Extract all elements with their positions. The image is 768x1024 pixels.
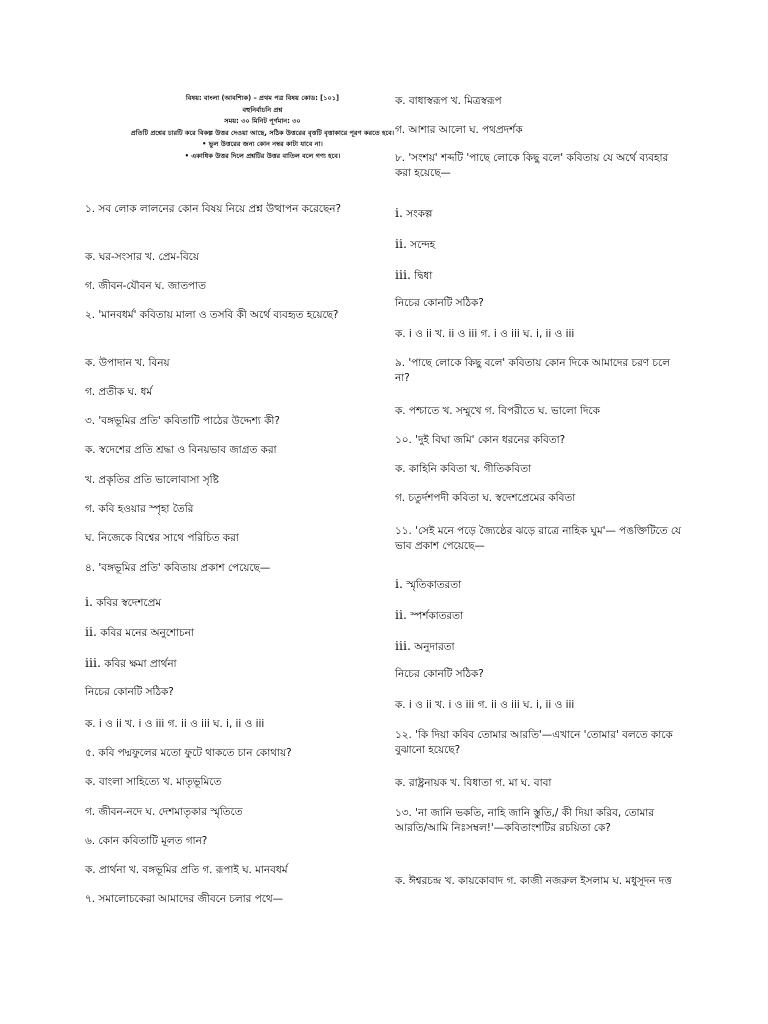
- question-line: ৮. 'সংশয়' শব্দটি 'পাছে লোকে কিছু বলে' কবিতায় যে অর্থে ব্যবহার করা হয়েছে—: [395, 152, 669, 179]
- question-line: iii. কবির ক্ষমা প্রার্থনা: [85, 655, 177, 670]
- question-line: iii. দ্বিধা: [395, 267, 433, 282]
- question-line: গ. চতুর্দশপদী কবিতা ঘ. স্বদেশপ্রেমের কবিতা: [395, 492, 576, 504]
- question-line: ১. সব লোক লালনের কোন বিষয় নিয়ে প্রশ্ন উত্থাপন করেছেন?: [85, 203, 341, 215]
- question-line: ii. সন্দেহ: [395, 236, 436, 251]
- question-line: নিচের কোনটি সঠিক?: [85, 686, 174, 698]
- question-line: ক. বাংলা সাহিত্যে খ. মাতৃভূমিতে: [85, 776, 222, 788]
- question-line: খ. প্রকৃতির প্রতি ভালোবাসা সৃষ্টি: [85, 474, 219, 486]
- question-line: ক. রাষ্ট্রনায়ক খ. বিধাতা গ. মা ঘ. বাবা: [395, 777, 552, 789]
- question-line: ৯. 'পাছে লোকে কিছু বলে' কবিতায় কোন দিকে আমাদের চরণ চলে না?: [395, 357, 670, 384]
- question-line: ক. ঘর-সংসার খ. প্রেম-বিয়ে: [85, 251, 199, 263]
- question-line: ১২. 'কি দিয়া কবিব তোমার আরতি'—এখানে 'তোমার' বলতে কাকে বুঝানো হয়েছে?: [395, 729, 673, 756]
- question-line: ক. কাহিনি কবিতা খ. গীতিকবিতা: [395, 463, 532, 475]
- question-line: গ. আশার আলো ঘ. পথপ্রদর্শক: [395, 124, 523, 136]
- time-marks: সময়: ৩০ মিনিট পূর্ণমান: ৩০: [224, 117, 301, 125]
- question-line: i. সংকল্প: [395, 205, 433, 220]
- question-line: ৪. 'বঙ্গভূমির প্রতি' কবিতায় প্রকাশ পেয়েছে—: [85, 562, 271, 574]
- question-line: ঘ. নিজেকে বিশ্বের সাথে পরিচিত করা: [85, 532, 239, 544]
- question-line: ii. স্পর্শকাতরতা: [395, 607, 463, 622]
- question-line: ক. পশ্চাতে খ. সম্মুখে গ. বিপরীতে ঘ. ভালো দিকে: [395, 405, 600, 417]
- question-line: ii. কবির মনের অনুশোচনা: [85, 624, 194, 639]
- question-line: ক. বাধাস্বরূপ খ. মিত্রস্বরূপ: [395, 95, 502, 107]
- question-line: গ. প্রতীক ঘ. ধর্ম: [85, 386, 153, 398]
- question-line: ৩. 'বঙ্গভূমির প্রতি' কবিতাটি পাঠের উদ্দেশ্য কী?: [85, 415, 280, 427]
- question-line: ক. স্বদেশের প্রতি শ্রদ্ধা ও বিনয়ভাব জাগ্রত করা: [85, 444, 277, 456]
- question-line: ক. ঈশ্বরচন্দ্র খ. কায়কোবাদ গ. কাজী নজরুল ইসলাম ঘ. মধুসূদন দত্ত: [395, 875, 672, 887]
- question-line: নিচের কোনটি সঠিক?: [395, 297, 484, 309]
- question-line: ক. i ও ii খ. ii ও iii গ. i ও iii ঘ. i, ii ও iii: [395, 328, 575, 340]
- question-line: ৬. কোন কবিতাটি মূলত গান?: [85, 835, 208, 847]
- subject-line: বিষয়: বাংলা (আবশ্যিক) – প্রথম পত্র বিষয় কোড: [১০১]: [185, 94, 340, 102]
- question-line: ক. উপাদান খ. বিনয়: [85, 357, 170, 369]
- instruction-3: • একাধিক উত্তর দিলে প্রশ্নটির উত্তর বাতিল বলে গণ্য হবে।: [184, 151, 341, 160]
- question-line: ১১. 'সেই মনে পড়ে জ্যৈষ্ঠের ঝড়ে রাত্রে নাহিক ঘুম'— পঙক্তিটিতে যে ভাব প্রকাশ পেয়েছে—: [395, 525, 682, 552]
- exam-header: [130, 93, 395, 162]
- question-line: গ. জীবন-নদে ঘ. দেশমাতৃকার স্মৃতিতে: [85, 806, 243, 818]
- question-line: iii. অনুদারতা: [395, 638, 455, 653]
- question-type: বহুনির্বাচনি প্রশ্ন: [242, 105, 283, 114]
- question-line: ১৩. 'না জানি ভকতি, নাহি জানি স্তুতি,/ কী দিয়া করিব, তোমার আরতি/আমি নিঃসম্বল!'—কবিতাংশটির রচয়িতা কে?: [395, 807, 655, 834]
- question-line: নিচের কোনটি সঠিক?: [395, 668, 484, 680]
- question-line: গ. কবি হওয়ার স্পৃহা তৈরি: [85, 503, 194, 515]
- question-line: ৫. কবি পদ্মফুলের মতো ফুটে থাকতে চান কোথায়?: [85, 747, 292, 759]
- question-line: গ. জীবন-যৌবন ঘ. জাতপাত: [85, 280, 206, 292]
- question-line: ১০. 'দুই বিঘা জমি' কোন ধরনের কবিতা?: [395, 434, 566, 446]
- instruction-1: প্রতিটি প্রশ্নের চারটি করে বিকল্প উত্তর দেওয়া আছে, সঠিক উত্তরের বৃত্তটি বৃত্তাকারে পূরণ করতে হবে।: [130, 128, 395, 137]
- question-line: i. কবির স্বদেশপ্রেম: [85, 594, 162, 609]
- question-line: i. স্মৃতিকাতরতা: [395, 576, 462, 591]
- question-line: ক. i ও ii খ. i ও iii গ. ii ও iii ঘ. i, ii ও iii: [85, 718, 265, 730]
- question-line: ক. i ও ii খ. i ও iii গ. ii ও iii ঘ. i, ii ও iii: [395, 699, 575, 711]
- instruction-2: • ভুল উত্তরের জন্য কোন নম্বর কাটা যাবে না।: [202, 140, 323, 148]
- question-line: ক. প্রার্থনা খ. বঙ্গভূমির প্রতি গ. রূপাই ঘ. মানবধর্ম: [85, 864, 288, 876]
- question-line: ২. 'মানবধর্ম' কবিতায় মালা ও তসবি কী অর্থে ব্যবহৃত হয়েছে?: [85, 309, 339, 321]
- question-line: ৭. সমালোচকেরা আমাদের জীবনে চলার পথে—: [85, 893, 284, 905]
